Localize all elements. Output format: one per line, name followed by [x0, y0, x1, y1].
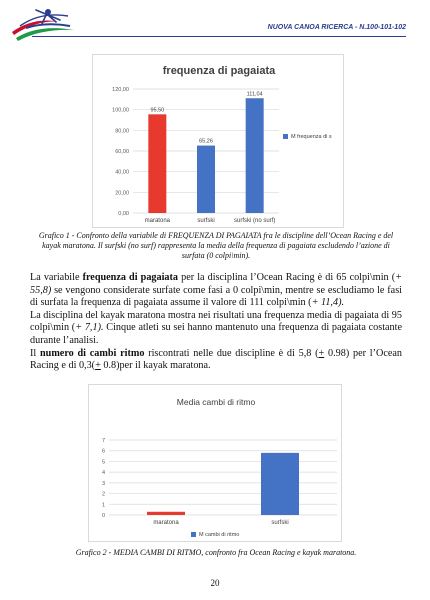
legend-swatch [283, 134, 288, 139]
y-tick-label: 100,00 [112, 107, 129, 114]
y-tick-label: 60,00 [115, 149, 129, 155]
bar [148, 114, 166, 213]
y-tick-label: 0 [101, 513, 105, 519]
y-tick-label: 4 [101, 470, 105, 477]
paragraph-frequency-marathon: La disciplina del kayak maratona mostra nei risultati una frequenza media di pagaiata di 95 colpi\min (+ 7,1). Cinque atleti su sei hanno mantenuto una frequenza di pagaiata costante durante l’analisi. [30, 309, 402, 346]
y-tick-label: 7 [101, 438, 105, 444]
data-label: 95,50 [150, 107, 165, 114]
x-tick-label: surfski [197, 218, 215, 224]
page-number: 20 [210, 578, 220, 588]
legend-label: M frequenza di s [291, 134, 332, 140]
y-tick-label: 2 [101, 491, 105, 498]
chart-title: Media cambi di ritmo [176, 397, 256, 407]
x-tick-label: maratona [153, 520, 179, 526]
data-label: 111,04 [246, 91, 263, 98]
chart-title: frequenza di pagaiata [162, 65, 276, 77]
bar [261, 453, 299, 515]
header-rule [32, 36, 406, 37]
x-tick-label: surfski (no surf) [233, 218, 276, 224]
y-tick-label: 0,00 [118, 211, 129, 217]
paragraph-rhythm-changes: Il numero di cambi ritmo riscontrati nelle due discipline è di 5,8 (+ 0.98) per l’Ocean Racing e di 0,3(+ 0.8)per il kayak maratona. [30, 347, 402, 372]
paragraph-frequency-ocean: La variabile frequenza di pagaiata per la disciplina l’Ocean Racing è di 65 colpi\min (+ 55,8) se vengono considerate surfate come fasi a 0 colpi\min, mentre se escludiamo le fasi di surfata la frequenza di pagaiata assume il valore di 111 colpi\min (+ 11,4). [30, 272, 402, 309]
journal-title: NUOVA CANOA RICERCA - N.100-101-102 [267, 24, 406, 31]
legend-swatch [191, 532, 196, 537]
bar [246, 98, 264, 213]
y-tick-label: 80,00 [115, 128, 129, 135]
y-tick-label: 5 [101, 459, 105, 466]
y-tick-label: 1 [101, 502, 105, 509]
canoe-logo [8, 2, 88, 44]
y-tick-label: 20,00 [115, 190, 129, 197]
page-header [0, 0, 430, 46]
chart2-caption: Grafico 2 - MEDIA CAMBI DI RITMO, confronto fra Ocean Racing e kayak maratona. [75, 548, 357, 557]
frequency-chart-svg [93, 55, 345, 229]
rhythm-changes-chart [88, 384, 342, 542]
data-label: 65,26 [199, 138, 213, 145]
y-tick-label: 6 [101, 448, 105, 455]
x-tick-label: surfski [271, 520, 289, 526]
rhythm-changes-chart-svg [89, 385, 343, 543]
chart1-caption: Grafico 1 - Confronto della variabile di FREQUENZA DI PAGAIATA fra le discipline dell’Ocean Racing e del kayak maratona. Il surfski (no surf) rappresenta la media della frequenza di pagaiata escludendo l’azione di surfata (0 colpi\min). [38, 231, 394, 260]
legend-label: M cambi di ritmo [199, 532, 240, 538]
frequency-chart [92, 54, 344, 228]
y-tick-label: 40,00 [115, 169, 129, 176]
body-text [30, 272, 402, 373]
y-tick-label: 3 [101, 480, 105, 487]
y-tick-label: 120,00 [112, 87, 129, 93]
x-tick-label: maratona [144, 218, 171, 224]
bar [147, 512, 185, 515]
bar [197, 146, 215, 213]
